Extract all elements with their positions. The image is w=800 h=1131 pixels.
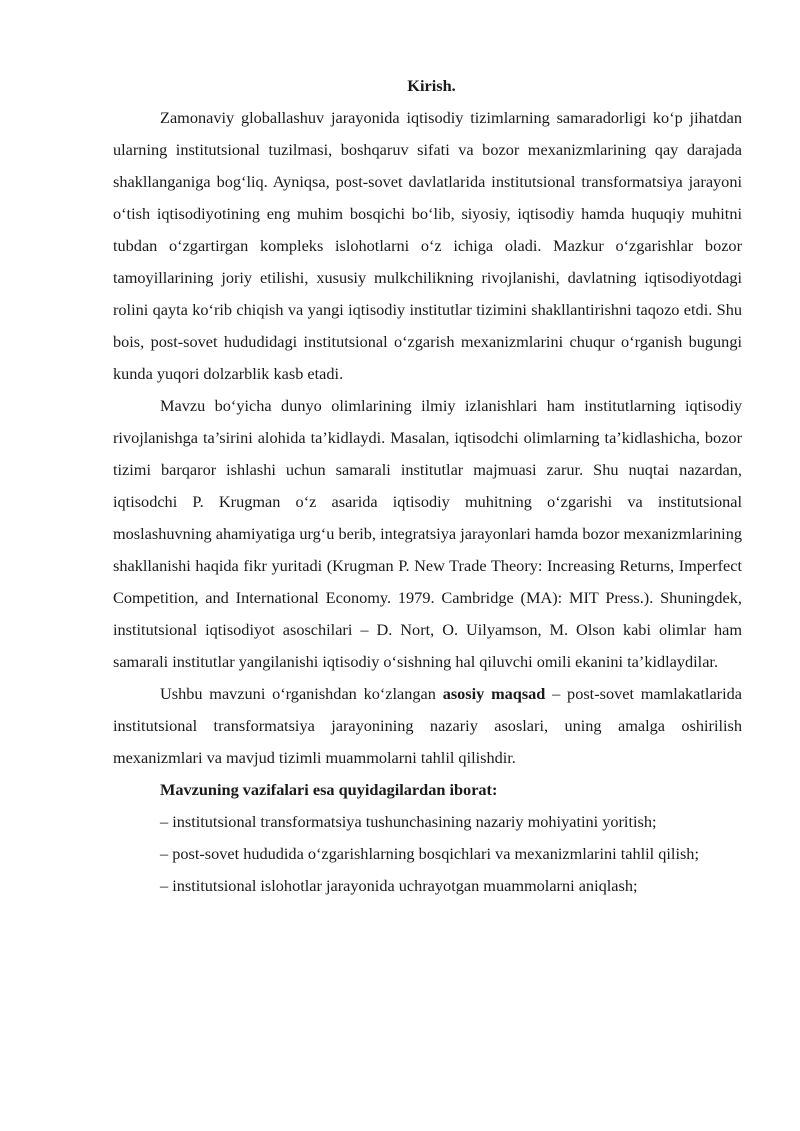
paragraph-literature: Mavzu bo‘yicha dunyo olimlarining ilmiy izlanishlari ham institutlarning iqtisodiy rivojlanishga ta’sirini alohida ta’kidlaydi. Masalan, iqtisodchi olimlarning ta’kidlashicha, bozor tizimi barqaror ishlashi uchun samarali institutlar majmuasi zarur. Shu nuqtai nazardan, iqtisodchi P. Krugman o‘z asarida iqtisodiy muhitning o‘zgarishi va institutsional moslashuvning ahamiyatiga urg‘u berib, integratsiya jarayonlari hamda bozor mexanizmlarining shakllanishi haqida fikr yuritadi (Krugman P. New Trade Theory: Increasing Returns, Imperfect Competition, and International Economy. 1979. Cambridge (MA): MIT Press.). Shuningdek, institutsional iqtisodiyot asoschilari – D. Nort, O. Uilyamson, M. Olson kabi olimlar ham samarali institutlar yangilanishi iqtisodiy o‘sishning hal qiluvchi omili ekanini ta’kidlaydilar. bbox=[113, 396, 742, 671]
task-item-1: – institutsional transformatsiya tushunchasining nazariy mohiyatini yoritish; bbox=[160, 812, 657, 831]
tasks-heading bbox=[113, 774, 742, 806]
goal-text-after: – post-sovet mamlakatlarida institutsional transformatsiya jarayonining nazariy asoslari, uning amalga oshirilish mexanizmlari va mavjud tizimli muammolarni tahlil qilishdir. bbox=[113, 684, 742, 767]
tasks-heading-text: Mavzuning vazifalari esa quyidagilardan iborat: bbox=[160, 780, 498, 799]
task-item-2: – post-sovet hududida o‘zgarishlarning bosqichlari va mexanizmlarini tahlil qilish; bbox=[160, 844, 699, 863]
paragraph-goal bbox=[113, 678, 742, 774]
goal-keyword: asosiy maqsad bbox=[442, 684, 546, 703]
document-page bbox=[113, 70, 742, 902]
goal-text-before: Ushbu mavzuni o‘rganishdan ko‘zlangan bbox=[160, 684, 443, 703]
task-item-3: – institutsional islohotlar jarayonida uchrayotgan muammolarni aniqlash; bbox=[160, 876, 638, 895]
paragraph-intro: Zamonaviy globallashuv jarayonida iqtisodiy tizimlarning samaradorligi ko‘p jihatdan ularning institutsional tuzilmasi, boshqaruv sifati va bozor mexanizmlarining qay darajada shakllanganiga bog‘liq. Ayniqsa, post-sovet davlatlarida institutsional transformatsiya jarayoni o‘tish iqtisodiyotining eng muhim bosqichi bo‘lib, siyosiy, iqtisodiy hamda huquqiy muhitni tubdan o‘zgartirgan kompleks islohotlarni o‘z ichiga oladi. Mazkur o‘zgarishlar bozor tamoyillarining joriy etilishi, xususiy mulkchilikning rivojlanishi, davlatning iqtisodiyotdagi rolini qayta ko‘rib chiqish va yangi iqtisodiy institutlar tizimini shakllantirishni taqozo etdi. Shu bois, post-sovet hududidagi institutsional o‘zgarish mexanizmlarini chuqur o‘rganish bugungi kunda yuqori dolzarblik kasb etadi. bbox=[113, 108, 742, 383]
page-title: Kirish. bbox=[407, 76, 456, 95]
